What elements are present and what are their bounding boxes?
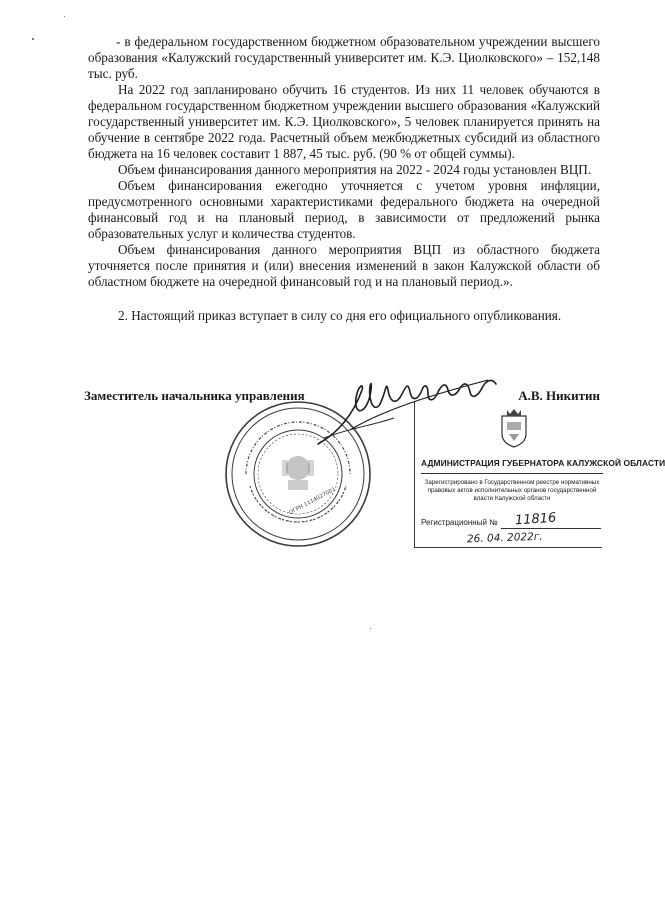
stamp-description: Зарегистрировано в Государственном реестре нормативных правовых актов исполнительных органов государственной власти Калужской области <box>424 479 600 502</box>
signer-position: Заместитель начальника управления <box>84 388 305 403</box>
registration-stamp <box>414 402 665 548</box>
seal-text: ОГРН 1114027001 <box>288 486 337 517</box>
signer-name: А.В. Никитин <box>518 388 600 403</box>
scan-speck <box>32 38 34 40</box>
registration-number: 11816 <box>514 510 557 529</box>
paragraph: Объем финансирования ежегодно уточняется с учетом уровня инфляции, предусмотренного основными характеристиками федерального бюджета на очередной финансовый год и на плановый период, в зависимости от предложений рынка образовательных услуг и количества студентов. <box>88 178 600 241</box>
stamp-organization: АДМИНИСТРАЦИЯ ГУБЕРНАТОРА КАЛУЖСКОЙ ОБЛАСТИ <box>421 458 665 468</box>
closing-paragraph: 2. Настоящий приказ вступает в силу со дня его официального опубликования. <box>118 308 562 323</box>
scan-speck <box>64 16 65 17</box>
paragraph: - в федеральном государственном бюджетном образовательном учреждении высшего образования «Калужский государственный университет им. К.Э. Циолковского» – 152,148 тыс. руб. <box>88 34 600 81</box>
registration-date: 26. 04. 2022г. <box>466 530 543 546</box>
stamp-divider <box>421 473 603 474</box>
paragraph: Объем финансирования данного мероприятия на 2022 - 2024 годы установлен ВЦП. <box>118 162 592 177</box>
scan-speck <box>370 628 371 629</box>
paragraph: На 2022 год запланировано обучить 16 студентов. Из них 11 человек обучаются в федеральном государственном бюджетном учреждении высшего образования «Калужский государственный университет им. К.Э. Циолковского», 5 человек планируется принять на обучение в сентябре 2022 года. Расчетный объем межбюджетных субсидий из областного бюджета на 16 человек составит 1 887, 45 тыс. руб. (90 % от общей суммы). <box>88 82 600 161</box>
registration-label: Регистрационный № <box>421 518 498 527</box>
paragraph-gap <box>88 290 600 308</box>
document-body <box>88 34 600 324</box>
kaluga-coat-of-arms-icon <box>499 408 529 448</box>
paragraph: Объем финансирования данного мероприятия ВЦП из областного бюджета уточняется после принятия и (или) внесения изменений в закон Калужской области об областном бюджете на очередной финансовый год и на плановый период.». <box>88 242 600 289</box>
